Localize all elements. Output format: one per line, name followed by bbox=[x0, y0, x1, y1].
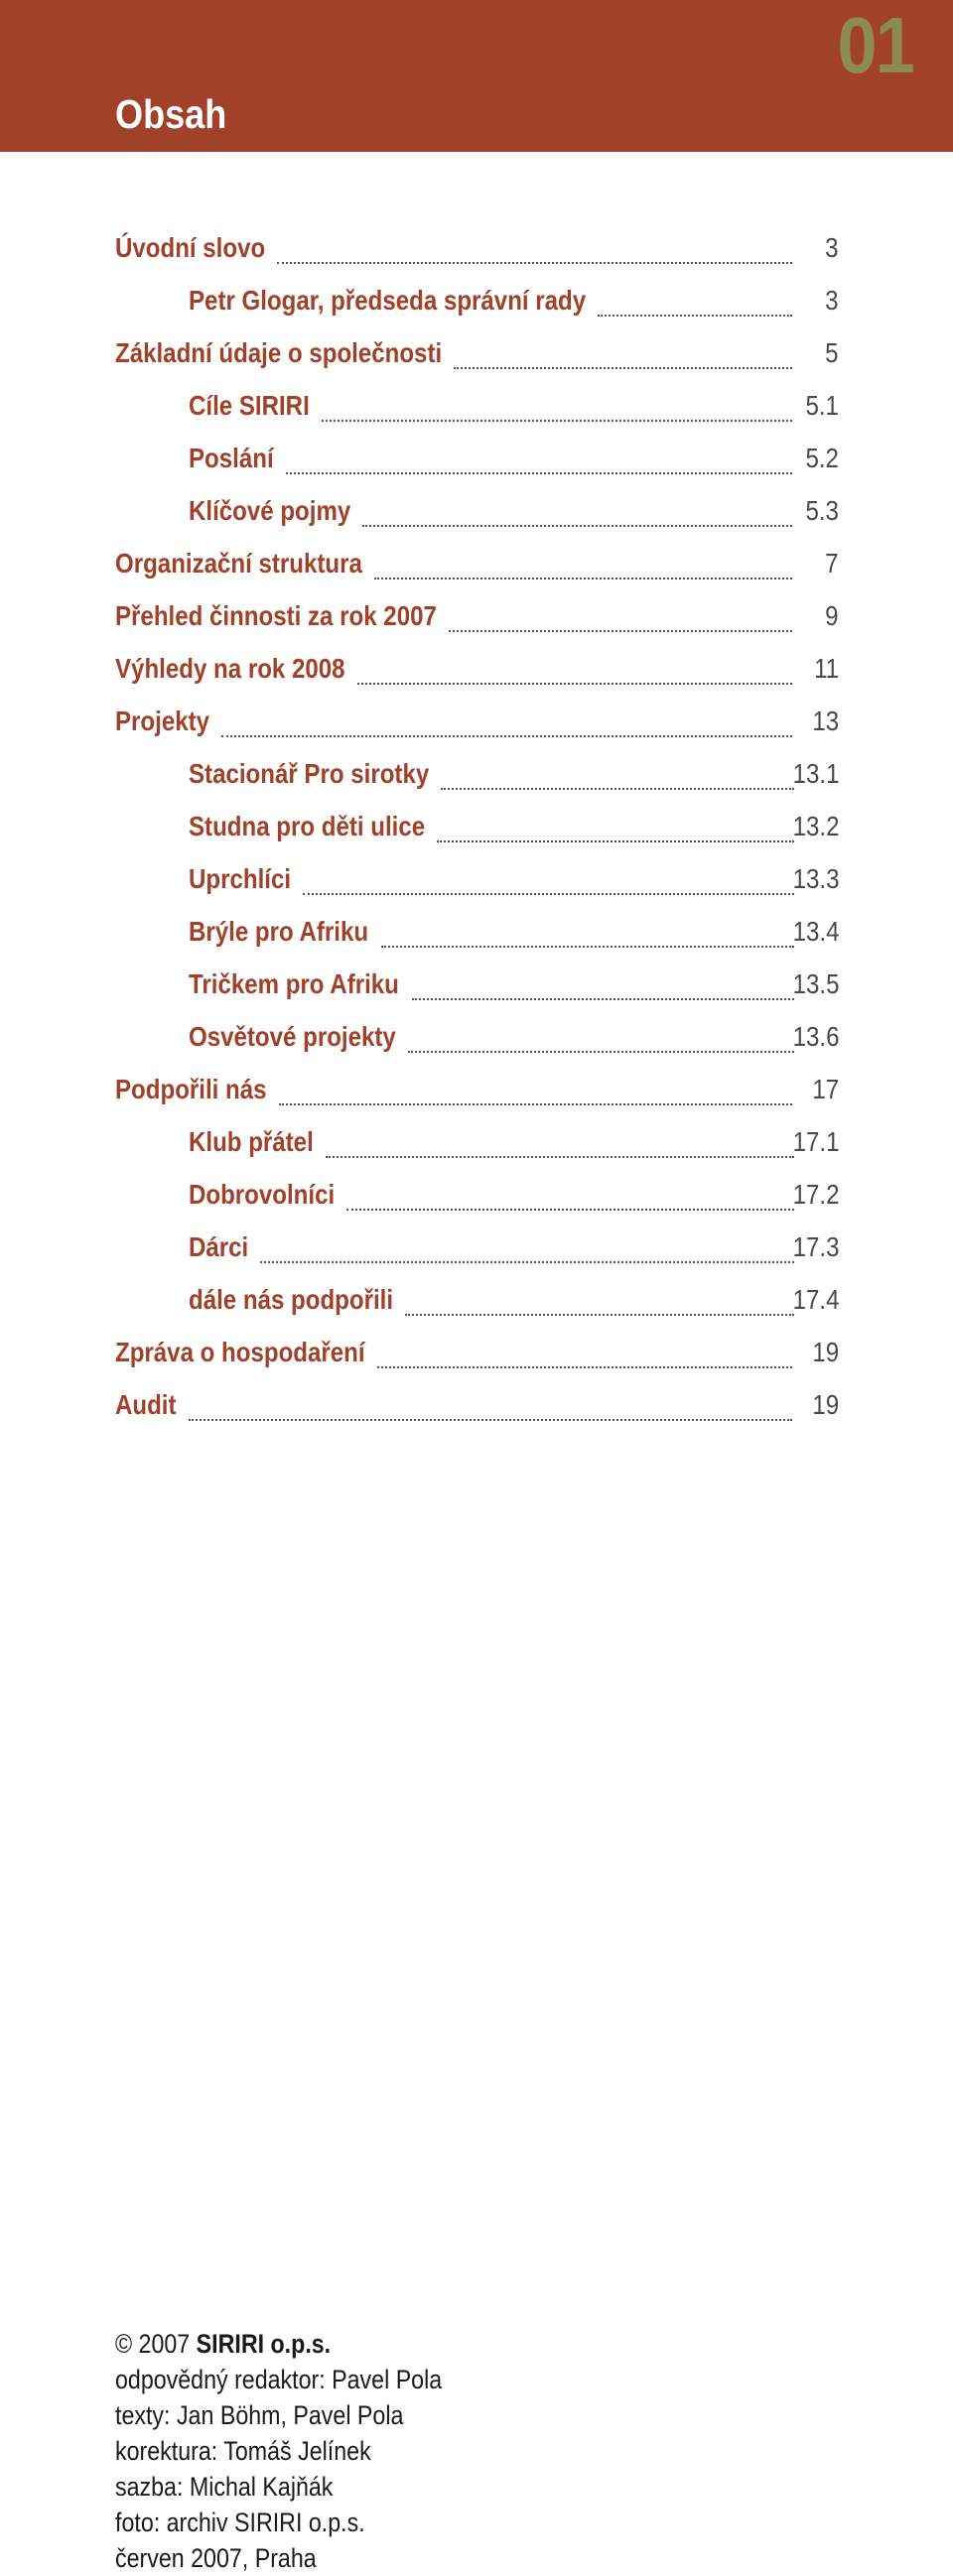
toc-entry-page: 19 bbox=[812, 1389, 839, 1420]
toc-dot-leader bbox=[357, 683, 792, 685]
copyright-prefix: © 2007 bbox=[115, 2329, 197, 2359]
toc-dot-leader bbox=[449, 630, 792, 632]
toc-entry-label: Organizační struktura bbox=[115, 548, 362, 579]
toc-dot-leader bbox=[405, 1314, 794, 1316]
toc-entry-label: Podpořili nás bbox=[115, 1074, 267, 1104]
toc-entry-page: 3 bbox=[825, 232, 839, 263]
toc-entry[interactable] bbox=[0, 1179, 953, 1219]
toc-entry-label: Tričkem pro Afriku bbox=[189, 968, 399, 999]
toc-dot-leader bbox=[277, 262, 792, 264]
toc-entry-label: Uprchlíci bbox=[189, 863, 292, 894]
toc-dot-leader bbox=[303, 893, 794, 895]
credit-proofreading: korektura: Tomáš Jelínek bbox=[115, 2436, 371, 2466]
toc-dot-leader bbox=[454, 367, 792, 369]
toc-entry-label: Osvětové projekty bbox=[189, 1021, 396, 1052]
toc-entry-page: 13.2 bbox=[792, 811, 839, 841]
toc-entry-label: Klub přátel bbox=[189, 1126, 314, 1157]
toc-entry-page: 17.2 bbox=[792, 1179, 839, 1210]
toc-dot-leader bbox=[221, 735, 792, 737]
page-title: Obsah bbox=[115, 91, 227, 137]
toc-entry-page: 13.3 bbox=[792, 863, 839, 894]
toc-entry[interactable] bbox=[0, 1021, 953, 1061]
toc-dot-leader bbox=[279, 1103, 792, 1105]
toc-entry[interactable] bbox=[0, 337, 953, 377]
toc-entry[interactable] bbox=[0, 1284, 953, 1324]
toc-entry-page: 17.3 bbox=[792, 1231, 839, 1262]
toc-entry-label: Poslání bbox=[189, 443, 274, 473]
toc-entry-page: 13.6 bbox=[792, 1021, 839, 1052]
toc-entry[interactable] bbox=[0, 1231, 953, 1271]
toc-dot-leader bbox=[412, 998, 794, 1000]
toc-entry[interactable] bbox=[0, 863, 953, 903]
toc-entry-page: 19 bbox=[812, 1337, 839, 1367]
toc-entry[interactable] bbox=[0, 758, 953, 798]
toc-entry[interactable] bbox=[0, 548, 953, 587]
toc-entry[interactable] bbox=[0, 285, 953, 324]
toc-entry[interactable] bbox=[0, 1126, 953, 1166]
toc-entry-page: 3 bbox=[825, 285, 839, 316]
toc-entry[interactable] bbox=[0, 706, 953, 745]
copyright-org: SIRIRI o.p.s. bbox=[196, 2329, 332, 2359]
toc-dot-leader bbox=[374, 578, 792, 580]
toc-dot-leader bbox=[441, 788, 794, 790]
toc-entry[interactable] bbox=[0, 1337, 953, 1376]
toc-entry-label: Základní údaje o společnosti bbox=[115, 337, 443, 368]
toc-entry-page: 13.5 bbox=[792, 968, 839, 999]
toc-entry-page: 17 bbox=[812, 1074, 839, 1104]
credit-editor: odpovědný redaktor: Pavel Pola bbox=[115, 2365, 443, 2394]
credit-typesetting: sazba: Michal Kajňák bbox=[115, 2472, 334, 2502]
toc-entry-label: Dárci bbox=[189, 1231, 249, 1262]
toc-entry[interactable] bbox=[0, 916, 953, 956]
toc-entry-page: 13.1 bbox=[792, 758, 839, 789]
page-header bbox=[0, 0, 953, 152]
toc-entry-page: 7 bbox=[825, 548, 839, 579]
credit-date-place: červen 2007, Praha bbox=[115, 2543, 317, 2573]
toc-entry-label: Cíle SIRIRI bbox=[189, 390, 310, 421]
toc-entry-label: Úvodní slovo bbox=[115, 232, 266, 263]
toc-dot-leader bbox=[437, 840, 794, 842]
toc-dot-leader bbox=[381, 946, 794, 948]
toc-dot-leader bbox=[260, 1261, 794, 1263]
toc-entry[interactable] bbox=[0, 968, 953, 1008]
toc-dot-leader bbox=[189, 1419, 792, 1421]
toc-entry[interactable] bbox=[0, 600, 953, 640]
toc-entry-label: Výhledy na rok 2008 bbox=[115, 653, 345, 684]
toc-entry-page: 5 bbox=[825, 337, 839, 368]
toc-entry[interactable] bbox=[0, 1389, 953, 1429]
toc-entry[interactable] bbox=[0, 1074, 953, 1113]
toc-entry-label: Přehled činnosti za rok 2007 bbox=[115, 600, 437, 631]
toc-entry-label: Audit bbox=[115, 1389, 177, 1420]
credits-block bbox=[115, 2326, 442, 2576]
toc-dot-leader bbox=[326, 1156, 794, 1158]
toc-entry-page: 5.3 bbox=[805, 495, 839, 526]
toc-entry-label: dále nás podpořili bbox=[189, 1284, 394, 1315]
toc-entry-page: 17.4 bbox=[792, 1284, 839, 1315]
toc-entry-label: Brýle pro Afriku bbox=[189, 916, 369, 947]
toc-entry-label: Dobrovolníci bbox=[189, 1179, 336, 1210]
toc-entry[interactable] bbox=[0, 811, 953, 850]
toc-dot-leader bbox=[408, 1051, 794, 1053]
toc-dot-leader bbox=[346, 1209, 794, 1211]
copyright-line bbox=[115, 2326, 442, 2362]
credit-photo: foto: archiv SIRIRI o.p.s. bbox=[115, 2508, 365, 2537]
toc-entry-label: Klíčové pojmy bbox=[189, 495, 351, 526]
toc-entry-page: 5.1 bbox=[805, 390, 839, 421]
toc-dot-leader bbox=[377, 1366, 792, 1368]
toc-entry-label: Studna pro děti ulice bbox=[189, 811, 426, 841]
toc-entry-page: 17.1 bbox=[792, 1126, 839, 1157]
toc-dot-leader bbox=[322, 420, 792, 422]
toc-dot-leader bbox=[286, 472, 792, 474]
toc-entry-page: 13 bbox=[812, 706, 839, 736]
toc-entry-label: Projekty bbox=[115, 706, 210, 736]
toc-entry[interactable] bbox=[0, 653, 953, 693]
toc-entry-label: Stacionář Pro sirotky bbox=[189, 758, 430, 789]
credit-texts: texty: Jan Böhm, Pavel Pola bbox=[115, 2400, 404, 2430]
toc-entry[interactable] bbox=[0, 443, 953, 482]
page-number: 01 bbox=[837, 1, 913, 89]
toc-dot-leader bbox=[598, 315, 792, 317]
toc-entry[interactable] bbox=[0, 390, 953, 430]
toc-dot-leader bbox=[362, 525, 792, 527]
toc-entry-page: 9 bbox=[825, 600, 839, 631]
toc-entry-page: 13.4 bbox=[792, 916, 839, 947]
toc-entry[interactable] bbox=[0, 495, 953, 535]
toc-entry-page: 11 bbox=[813, 653, 839, 684]
toc-entry[interactable] bbox=[0, 232, 953, 272]
toc-entry-label: Zpráva o hospodaření bbox=[115, 1337, 365, 1367]
toc-entry-label: Petr Glogar, předseda správní rady bbox=[189, 285, 587, 316]
toc-entry-page: 5.2 bbox=[805, 443, 839, 473]
